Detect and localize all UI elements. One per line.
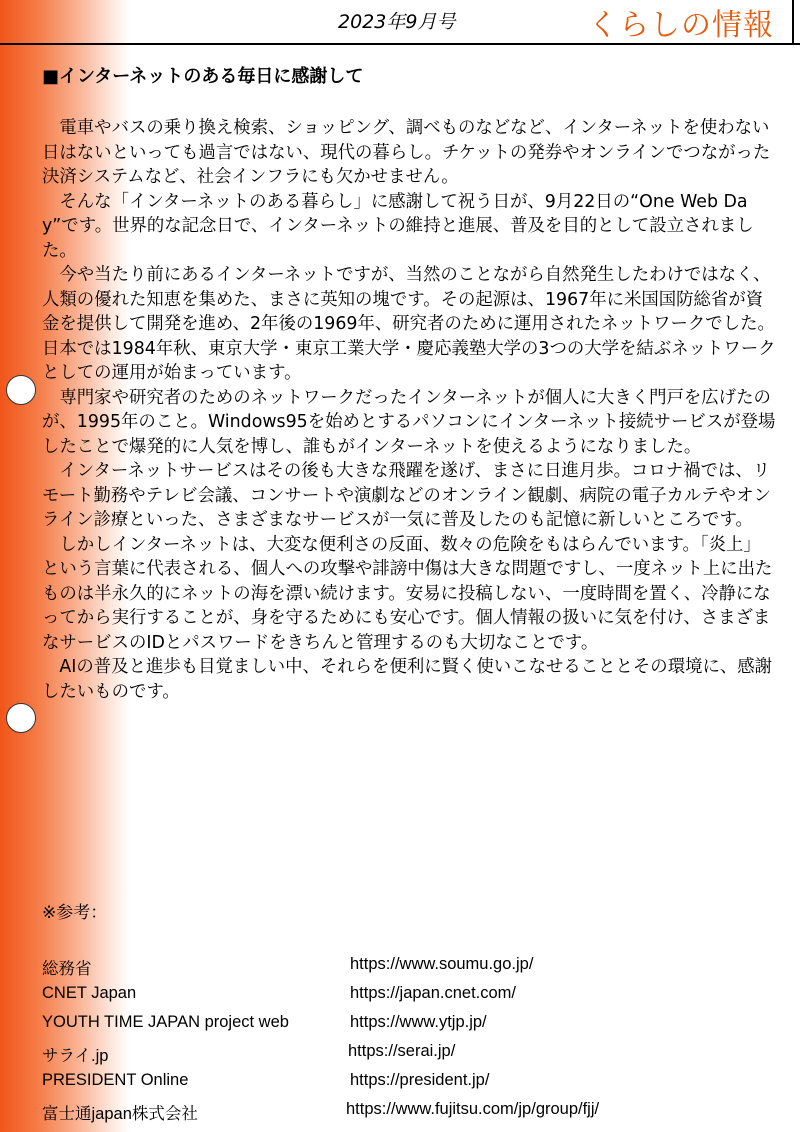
reference-item <box>42 1042 762 1071</box>
header-right-bar <box>792 0 794 45</box>
reference-item <box>42 955 762 984</box>
binder-hole-bottom <box>6 703 36 733</box>
reference-name: YOUTH TIME JAPAN project web <box>42 1013 289 1031</box>
reference-url[interactable]: https://japan.cnet.com/ <box>350 984 517 1002</box>
reference-name: サライ.jp <box>42 1047 109 1065</box>
reference-item <box>42 984 762 1013</box>
reference-name: CNET Japan <box>42 984 137 1002</box>
article-title: ■インターネットのある毎日に感謝して <box>42 66 364 87</box>
reference-name: 富士通japan株式会社 <box>42 1105 198 1123</box>
reference-item <box>42 1071 762 1100</box>
reference-url[interactable]: https://president.jp/ <box>350 1071 490 1089</box>
paragraph: 今や当たり前にあるインターネットですが、当然のことながら自然発生したわけではなく、人類の優れた知恵を集めた、まさに英知の塊です。その起源は、1967年に米国国防総省が資金を提供して開発を進め、2年後の1969年、研究者のために運用されたネットワークでした。日本では1984年秋、東京大学・東京工業大学・慶応義塾大学の3つの大学を結ぶネットワークとしての運用が始まっています。 <box>42 265 776 383</box>
article-body <box>42 116 778 704</box>
paragraph: 電車やバスの乗り換え検索、ショッピング、調べものなどなど、インターネットを使わない日はないといっても過言ではない、現代の暮らし。チケットの発券やオンラインでつながった決済システムなど、社会インフラにも欠かせません。 <box>42 118 771 187</box>
paragraph: インターネットサービスはその後も大きな飛躍を遂げ、まさに日進月歩。コロナ禍では、リモート勤務やテレビ会議、コンサートや演劇などのオンライン観劇、病院の電子カルテやオンライン診療といった、さまざまなサービスが一気に普及したのも記憶に新しいところです。 <box>42 461 771 530</box>
paragraph: AIの普及と進歩も目覚ましい中、それらを便利に賢く使いこなせることとその環境に、感謝したいものです。 <box>42 657 773 702</box>
reference-url[interactable]: https://www.soumu.go.jp/ <box>350 955 534 973</box>
paragraph: 専門家や研究者のためのネットワークだったインターネットが個人に大きく門戸を広げたのが、1995年のこと。Windows95を始めとするパソコンにインターネット接続サービスが登場したことで爆発的に人気を博し、誰もがインターネットを使えるようになりました。 <box>42 387 776 457</box>
reference-name: 総務省 <box>42 960 92 978</box>
reference-item <box>42 1013 762 1042</box>
issue-date: 2023年9月号 <box>338 11 456 33</box>
reference-url[interactable]: https://www.ytjp.jp/ <box>350 1013 487 1031</box>
reference-url[interactable]: https://serai.jp/ <box>348 1042 456 1060</box>
section-title: くらしの情報 <box>588 8 774 43</box>
reference-name: PRESIDENT Online <box>42 1071 189 1089</box>
references-label: ※参考： <box>42 903 108 923</box>
paragraph: そんな「インターネットのある暮らし」に感謝して祝う日が、9月22日の“One Web Day”です。世界的な記念日で、インターネットの維持と進展、普及を目的として設立されました。 <box>42 191 754 261</box>
paragraph: しかしインターネットは、大変な便利さの反面、数々の危険をもはらんでいます。「炎上」という言葉に代表される、個人への攻撃や誹謗中傷は大きな問題ですし、一度ネット上に出たものは半永久的にネットの海を漂い続けます。安易に投稿しない、一度時間を置く、冷静になってから実行することが、身を守るためにも安心です。個人情報の扱いに気を付け、さまざまなサービスのIDとパスワードをきちんと管理するのも大切なことです。 <box>42 534 773 653</box>
binder-hole-top <box>6 375 36 405</box>
references-list <box>42 955 762 1129</box>
reference-url[interactable]: https://www.fujitsu.com/jp/group/fjj/ <box>346 1100 600 1118</box>
reference-item <box>42 1100 762 1129</box>
